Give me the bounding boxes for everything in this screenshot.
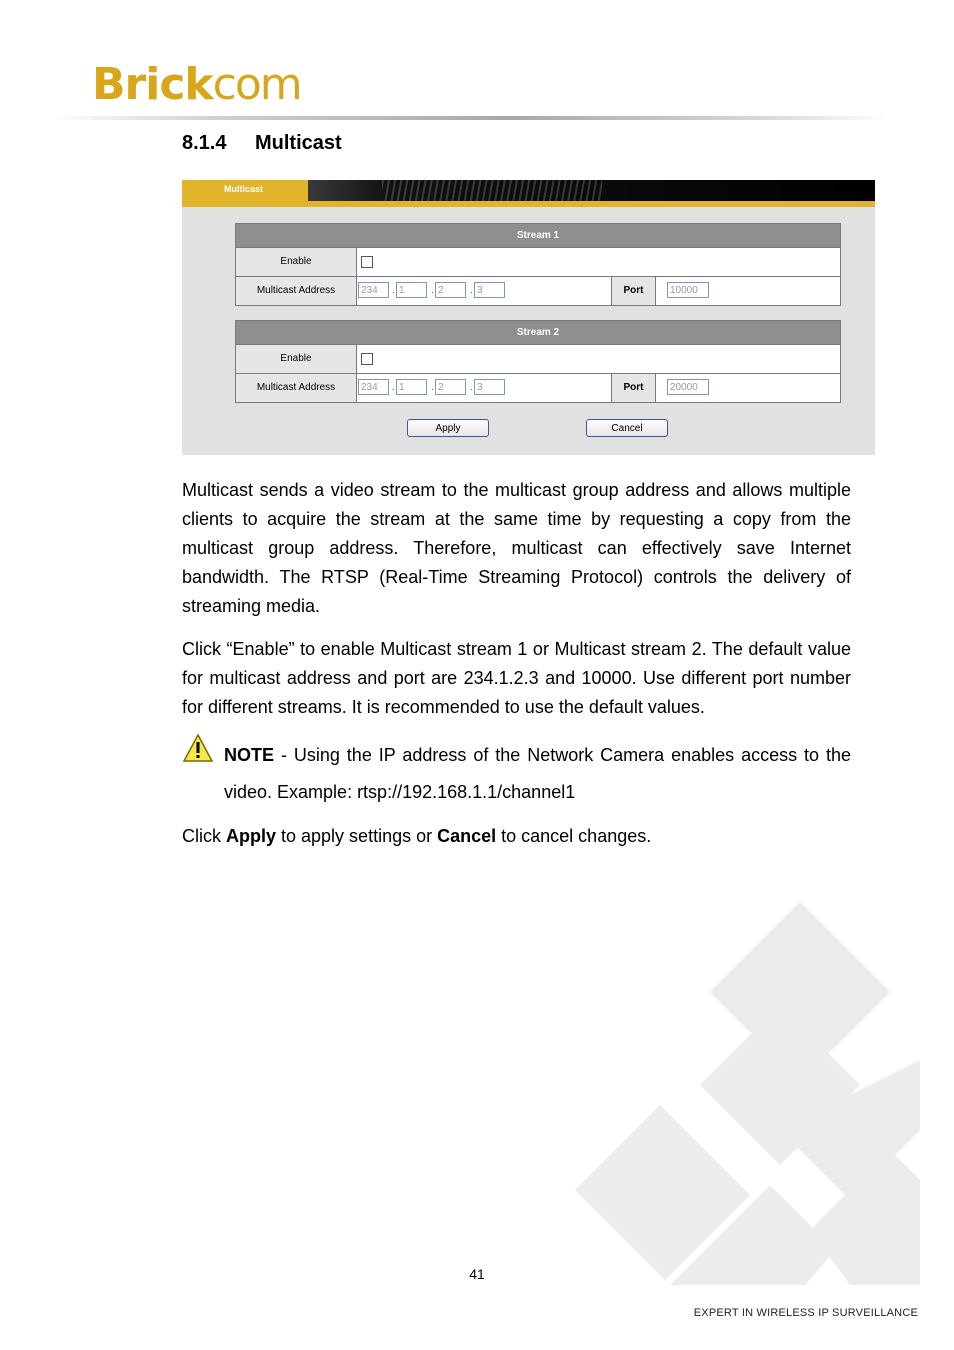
text-fragment: to apply settings or bbox=[276, 826, 438, 846]
stream-1-address-label: Multicast Address bbox=[236, 277, 357, 305]
paragraph-multicast-description: Multicast sends a video stream to the multicast group address and allows multiple clients to acquire the stream at the same time by requesting a copy from the multicast group address. Therefore, multicast can effectively save Internet bandwidth. The RTSP (Real-Time Streaming Protocol) controls the delivery of streaming media. bbox=[182, 480, 851, 616]
stream-2-address-row bbox=[236, 374, 840, 402]
stream-2-ip-octet-3[interactable]: 2 bbox=[435, 379, 466, 395]
paragraph-enable-instructions: Click “Enable” to enable Multicast stream 1 or Multicast stream 2. The default value for multicast address and port are 234.1.2.3 and 10000. Use different port number for different streams. It is recommended to use the default values. bbox=[182, 639, 851, 717]
ip-separator: . bbox=[470, 285, 473, 296]
decorative-watermark bbox=[560, 890, 920, 1290]
stream-2-enable-row bbox=[236, 345, 840, 374]
stream-2-ip-octet-4[interactable]: 3 bbox=[474, 379, 505, 395]
panel-accent-line bbox=[182, 201, 875, 207]
footer-tagline: EXPERT IN WIRELESS IP SURVEILLANCE bbox=[693, 1307, 918, 1319]
stream-1-port-input[interactable]: 10000 bbox=[667, 282, 709, 298]
cancel-button[interactable]: Cancel bbox=[586, 419, 668, 437]
stream-1-table bbox=[235, 223, 841, 306]
stream-1-port-label: Port bbox=[611, 277, 656, 305]
cancel-emphasis: Cancel bbox=[437, 826, 497, 846]
title-bar-decoration bbox=[382, 180, 602, 201]
multicast-settings-panel bbox=[182, 180, 875, 455]
paragraph-apply-cancel bbox=[182, 822, 851, 851]
stream-1-ip-octet-1[interactable]: 234 bbox=[358, 282, 389, 298]
stream-1-enable-label: Enable bbox=[236, 248, 357, 276]
section-number: 8.1.4 bbox=[182, 132, 227, 154]
tab-multicast-label: Multicast bbox=[224, 184, 264, 194]
note-label: NOTE bbox=[224, 745, 275, 765]
apply-emphasis: Apply bbox=[226, 826, 277, 846]
logo-com-text: com bbox=[212, 59, 301, 110]
note-content: - Using the IP address of the Network Camera enables access to the video. Example: rtsp://192.168.1.1/channel1 bbox=[224, 745, 851, 802]
stream-1-enable-checkbox[interactable] bbox=[361, 256, 373, 268]
ip-separator: . bbox=[392, 285, 395, 296]
stream-1-ip-octet-3[interactable]: 2 bbox=[435, 282, 466, 298]
ip-separator: . bbox=[392, 382, 395, 393]
stream-2-port-label: Port bbox=[611, 374, 656, 402]
panel-title-bar bbox=[182, 180, 875, 201]
stream-2-table bbox=[235, 320, 841, 403]
section-title: Multicast bbox=[255, 132, 342, 154]
stream-1-header: Stream 1 bbox=[236, 224, 840, 248]
stream-2-address-label: Multicast Address bbox=[236, 374, 357, 402]
stream-1-ip-octet-2[interactable]: 1 bbox=[396, 282, 427, 298]
stream-1-address-row bbox=[236, 277, 840, 305]
header-divider bbox=[50, 116, 890, 120]
section-heading bbox=[182, 132, 342, 155]
stream-2-port-input[interactable]: 20000 bbox=[667, 379, 709, 395]
logo-brick-text: Brick bbox=[92, 59, 213, 110]
page-number: 41 bbox=[469, 1266, 485, 1282]
note-text bbox=[224, 737, 851, 811]
stream-2-ip-octet-1[interactable]: 234 bbox=[358, 379, 389, 395]
brickcom-logo bbox=[92, 59, 301, 110]
apply-button[interactable]: Apply bbox=[407, 419, 489, 437]
ip-separator: . bbox=[431, 382, 434, 393]
stream-2-enable-label: Enable bbox=[236, 345, 357, 373]
ip-separator: . bbox=[431, 285, 434, 296]
stream-1-enable-row bbox=[236, 248, 840, 277]
stream-1-ip-octet-4[interactable]: 3 bbox=[474, 282, 505, 298]
stream-2-enable-checkbox[interactable] bbox=[361, 353, 373, 365]
text-fragment: Click bbox=[182, 826, 226, 846]
text-fragment: to cancel changes. bbox=[496, 826, 652, 846]
ip-separator: . bbox=[470, 382, 473, 393]
stream-2-ip-octet-2[interactable]: 1 bbox=[396, 379, 427, 395]
stream-2-header: Stream 2 bbox=[236, 321, 840, 345]
tab-multicast[interactable] bbox=[182, 180, 308, 201]
warning-icon bbox=[183, 734, 213, 762]
